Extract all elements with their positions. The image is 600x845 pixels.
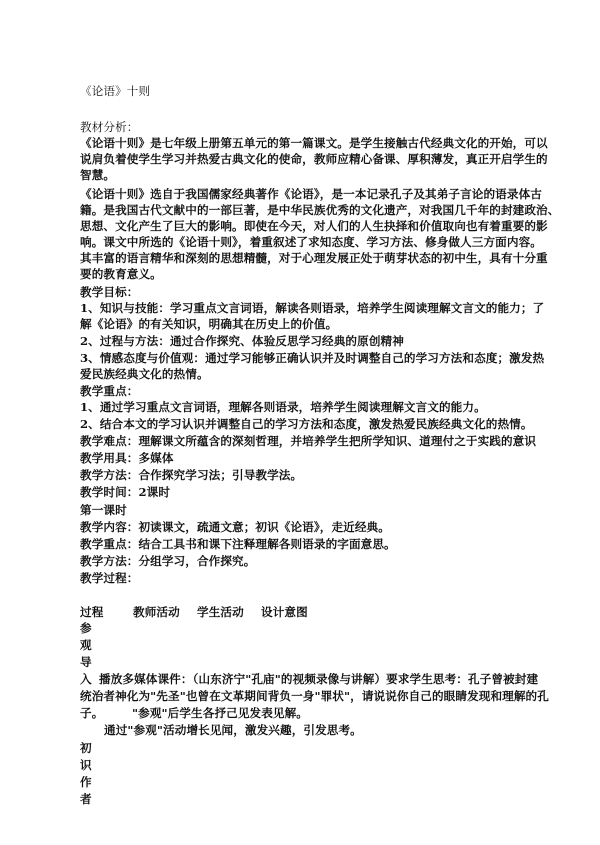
goals-line: 3、情感态度与价值观：通过学习能够正确认识并及时调整自己的学习方法和态度；激发热 (80, 351, 545, 365)
analysis-line: 智慧。 (80, 168, 116, 182)
analysis-line: 《论语十则》是七年级上册第五单元的第一篇课文。是学生接触古代经典文化的开始，可以 (80, 136, 548, 150)
analysis-line: 说肩负着使学生学习并热爱古典文化的使命，教师应精心备课、厚积薄发，真正开启学生的 (80, 152, 548, 166)
stage1-char: 参 (80, 621, 92, 635)
keypoints-line: 2、结合本文的学习认识并调整自己的学习方法和态度，激发热爱民族经典文化的热情。 (80, 417, 533, 431)
stage1-teacher-line: 播放多媒体课件：（山东济宁"孔庙"的视频录像与讲解）要求学生思考：孔子曾被封建 (99, 672, 539, 686)
time-line: 教学时间：2课时 (80, 485, 171, 499)
table-header-intent: 设计意图 (261, 605, 308, 619)
goals-line: 1、知识与技能：学习重点文言词语，解读各则语录，培养学生阅读理解文言文的能力；了 (80, 301, 545, 315)
methods-line: 教学方法：合作探究学习法；引导教学法。 (80, 468, 303, 482)
stage1-char: 导 (80, 655, 92, 669)
stage1-char: 入 (80, 672, 92, 686)
lesson1-heading: 第一课时 (80, 503, 127, 517)
goals-line: 爱民族经典文化的热情。 (80, 367, 209, 381)
tools-line: 教学用具：多媒体 (80, 451, 174, 465)
table-header-student: 学生活动 (197, 605, 244, 619)
analysis-line: 《论语十则》选自于我国儒家经典著作《论语》，是一本记录孔子及其弟子言论的语录体古 (80, 187, 542, 201)
lesson1-process: 教学过程： (80, 571, 139, 585)
lesson1-method: 教学方法：分组学习，合作探究。 (80, 554, 256, 568)
analysis-line: 籍。是我国古代文献中的一部巨著，是中华民族优秀的文化遗产，对我国几千年的封建政治、 (80, 203, 560, 217)
analysis-line: 要的教育意义。 (80, 267, 162, 281)
table-header-teacher: 教师活动 (133, 605, 180, 619)
keypoints-heading: 教学重点： (80, 384, 139, 398)
stage2-char: 作 (80, 775, 92, 789)
analysis-line: 思想、文化产生了巨大的影响。即使在今天，对人们的人生抉择和价值取向也有着重要的影 (80, 219, 548, 233)
stage1-student-line: "参观"后学生各抒己见发表见解。 (132, 706, 308, 720)
stage2-char: 者 (80, 792, 92, 806)
stage1-teacher-line: 子。 (80, 706, 104, 720)
goals-heading: 教学目标： (80, 285, 139, 299)
lesson1-focus: 教学重点：结合工具书和课下注释理解各则语录的字面意思。 (80, 537, 396, 551)
analysis-line: 响。课文中所选的《论语十则》，着重叙述了求知态度、学习方法、修身做人三方面内容。 (80, 235, 542, 249)
document-title: 《论语》十则 (80, 84, 151, 98)
analysis-line: 其丰富的语言精华和深刻的思想精髓，对于心理发展正处于萌芽状态的初中生，具有十分重 (80, 251, 548, 265)
table-header-process: 过程 (80, 605, 104, 619)
stage1-intent-line: 通过"参观"活动增长见闻，激发兴趣，引发思考。 (104, 723, 362, 737)
stage2-char: 初 (80, 741, 92, 755)
stage1-char: 观 (80, 638, 92, 652)
goals-line: 解《论语》的有关知识，明确其在历史上的价值。 (80, 317, 338, 331)
lesson1-content: 教学内容：初读课文，疏通文意；初识《论语》，走近经典。 (80, 520, 390, 534)
analysis-heading: 教材分析： (80, 120, 139, 134)
difficulty-line: 教学难点：理解课文所蕴含的深刻哲理，并培养学生把所学知识、道理付之于实践的意识 (80, 434, 537, 448)
stage2-char: 识 (80, 758, 92, 772)
stage1-teacher-line: 统治者神化为"先圣"也曾在文革期间背负一身"罪状"，请说说你自己的眼睛发现和理解的孔 (80, 689, 549, 703)
goals-line: 2、过程与方法：通过合作探究、体验反思学习经典的原创精神 (80, 334, 404, 348)
keypoints-line: 1、通过学习重点文言词语，理解各则语录，培养学生阅读理解文言文的能力。 (80, 400, 486, 414)
